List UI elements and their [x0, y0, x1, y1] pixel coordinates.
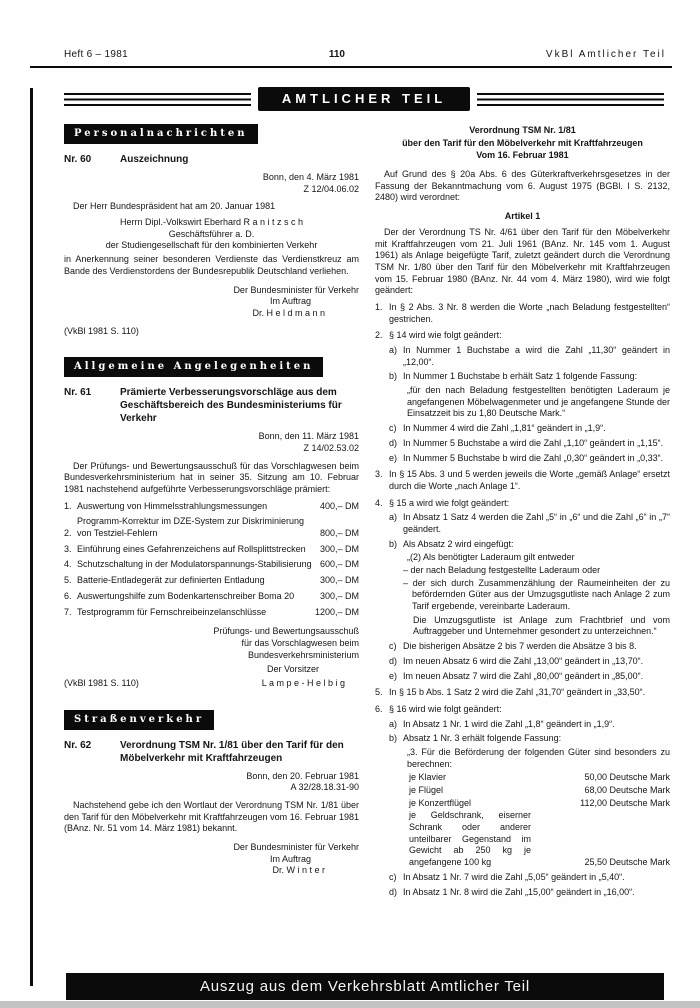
- legal-item: [375, 302, 670, 325]
- article-61-dateblock: [64, 431, 359, 454]
- prize-list: [64, 501, 359, 619]
- prize-row: [64, 575, 359, 587]
- article-61-intro: Der Prüfungs- und Bewertungsausschuß für das Vorschlagwesen beim Bundesverkehrsministerium hat in seiner 35. Sitzung am 10. Februar 1981 nachstehend aufgeführte Verbesserungsvorschläge prämiert:: [64, 460, 359, 494]
- legal-subitem: [389, 872, 670, 884]
- subitem-text: In Absatz 1 Nr. 7 wird die Zahl „5,05“ geändert in „5,40“.: [403, 871, 625, 882]
- subitem-text: Im neuen Absatz 7 wird die Zahl „80,00“ geändert in „85,00“.: [403, 670, 644, 681]
- item-text: In § 15 b Abs. 1 Satz 2 wird die Zahl „31,70“ geändert in „33,50“.: [389, 687, 646, 698]
- subitem-body: [403, 371, 670, 420]
- article-61-closing: [64, 626, 359, 689]
- subitem-text: Die bisherigen Absätze 2 bis 7 werden die Absätze 3 bis 8.: [403, 641, 637, 652]
- subitem-text: In Absatz 1 Nr. 1 wird die Zahl „1,8“ geändert in „1,9“.: [403, 718, 615, 729]
- binding-edge-line: [30, 88, 33, 986]
- legal-item: [375, 687, 670, 699]
- page-header: [64, 49, 666, 60]
- quoted-passage-close: Die Umzugsgutliste ist Anlage zum Frachtbrief und vom Auftraggeber und Unternehmer gesondert zu unterzeichnen.“: [413, 614, 670, 637]
- subitem-text: In Absatz 1 Satz 4 werden die Zahl „5“ in „6“ und die Zahl „6“ in „7“ geändert.: [403, 512, 670, 534]
- goods-row: [409, 785, 670, 797]
- article-61-source-ref: (VkBl 1981 S. 110): [64, 677, 139, 688]
- footer-banner: [66, 973, 664, 1000]
- article-62-header: [64, 739, 359, 765]
- legal-subitem: [389, 733, 670, 869]
- prize-description: Programm-Korrektur im DZE-System zur Diskriminierung von Testziel-Fehlern: [77, 516, 305, 539]
- prize-row: [64, 501, 359, 513]
- dash-list-entry: – der sich durch Zusammenzählung der Raumeinheiten der zu befördernden Güter aus der Umzugsgutliste nach Anlage 2 zum Tarif ergebende, vereinbarte Laderaum.: [403, 577, 670, 612]
- prize-amount: 800,– DM: [319, 528, 359, 539]
- section-strassenverkehr: [64, 710, 359, 878]
- article-62-dateblock: [64, 771, 359, 794]
- legal-subitem: [389, 453, 670, 465]
- goods-price: 50,00 Deutsche Mark: [584, 772, 670, 783]
- prize-number: 5.: [64, 575, 72, 586]
- file-reference: A 32/28.18.31-90: [290, 782, 359, 793]
- subitem-text: In Nummer 1 Buchstabe b erhält Satz 1 folgende Fassung:: [403, 371, 638, 382]
- item-text: In § 15 Abs. 3 und 5 werden jeweils die Worte „gemäß Anlage“ ersetzt durch die Worte „nach Anlage 1“.: [389, 469, 670, 491]
- prize-number: 3.: [64, 543, 72, 554]
- goods-price: 68,00 Deutsche Mark: [584, 785, 670, 795]
- place-date: Bonn, den 11. März 1981: [258, 431, 359, 442]
- prize-amount: 400,– DM: [319, 500, 359, 511]
- prize-number: 6.: [64, 590, 72, 601]
- place-date: Bonn, den 4. März 1981: [262, 172, 359, 182]
- legal-subitem: [389, 641, 670, 653]
- item-number: 5.: [375, 687, 383, 698]
- subitem-letter: d): [389, 437, 398, 448]
- prize-row: [64, 607, 359, 619]
- prize-row: [64, 516, 359, 539]
- article-60-header: [64, 153, 359, 166]
- item-body: [389, 498, 670, 683]
- signature-name: L a m p e - H e l b i g: [261, 677, 345, 688]
- ordinance-title-line1: Verordnung TSM Nr. 1/81: [469, 125, 576, 135]
- subitem-body: [403, 733, 670, 869]
- subitem-text: Im neuen Absatz 6 wird die Zahl „13,00“ geändert in „13,70“.: [403, 655, 644, 666]
- masthead-stripes-left: [64, 93, 251, 106]
- scan-edge-artifact: [0, 1001, 700, 1008]
- prize-row: [64, 591, 359, 603]
- signature-office: Der Bundesminister für Verkehr: [233, 284, 359, 295]
- ordinance-title-line3: Vom 16. Februar 1981: [476, 150, 569, 161]
- legal-subitem: [389, 539, 670, 639]
- subitem-letter: e): [389, 452, 398, 463]
- legal-subitem: [389, 656, 670, 668]
- quoted-passage: „für den nach Beladung festgestellten benötigten Laderaum je angefangenen Möbelwagenmeter und je angefangene Stunde der Einsatzzeit bis zu 1,80 Deutsche Mark.“: [407, 385, 670, 419]
- place-date: Bonn, den 20. Februar 1981: [246, 770, 359, 781]
- item-number: 4.: [375, 497, 383, 508]
- prize-row: [64, 544, 359, 556]
- subitem-text: In Nummer 5 Buchstabe a wird die Zahl „1,10“ geändert in „1,15“.: [403, 437, 664, 448]
- signature-org-line: Bundesverkehrsministerium: [247, 649, 359, 660]
- signature-im-auftrag: Im Auftrag: [269, 853, 311, 864]
- subitem-text: In Nummer 4 wird die Zahl „1,81“ geändert in „1,9“.: [403, 423, 606, 434]
- legal-subitem: [389, 345, 670, 368]
- artikel-heading: Artikel 1: [504, 211, 541, 222]
- goods-item: je Klavier: [409, 772, 447, 783]
- right-column: [375, 124, 670, 898]
- legal-subitem: [389, 671, 670, 683]
- prize-description: Auswertung von Himmelsstrahlungsmessungen: [77, 500, 268, 511]
- prize-amount: 300,– DM: [319, 590, 359, 601]
- legal-subitem: [389, 512, 670, 535]
- honoree-name: Herrn Dipl.-Volkswirt Eberhard R a n i t z s c h: [119, 217, 304, 228]
- item-number: 3.: [375, 469, 383, 480]
- prize-amount: 600,– DM: [319, 559, 359, 570]
- signature-office: Der Bundesminister für Verkehr: [233, 842, 359, 853]
- goods-item: je Flügel: [409, 785, 444, 795]
- artikel-intro: Der der Verordnung TS Nr. 4/61 über den Tarif für den Möbelverkehr mit Kraftfahrzeugen vom 21. Juli 1961 (BAnz. Nr. 145 vom 1. August 1961) als Anlage beigefügte Tarif, zuletzt geändert durch die Verordnung TSM Nr. 1/80 über den Tarif für den Möbelverkehr mit Kraftfahrzeugen vom 15. Februar 1980 (BAnz. Nr. 44 vom 4. März 1980), wird wie folgt geändert:: [375, 226, 670, 296]
- masthead-stripes-right: [477, 93, 664, 106]
- honoree-org: der Studiengesellschaft für den kombinierten Verkehr: [105, 240, 318, 251]
- article-61-signature: [213, 626, 359, 689]
- section-heading-personalnachrichten: Personalnachrichten: [64, 124, 258, 144]
- legal-subitem: [389, 371, 670, 420]
- left-column: [64, 124, 359, 898]
- honoree-role: Geschäftsführer a. D.: [168, 228, 255, 239]
- item-text: § 14 wird wie folgt geändert:: [389, 330, 502, 341]
- header-rule: [30, 66, 672, 68]
- section-personalnachrichten: [64, 124, 359, 337]
- file-reference: Z 14/02.53.02: [303, 442, 359, 453]
- issue-label: Heft 6 – 1981: [64, 49, 128, 60]
- article-title: Prämierte Verbesserungsvorschläge aus dem Geschäftsbereich des Bundesministeriums für Verkehr: [120, 387, 342, 425]
- subitem-letter: a): [389, 345, 398, 355]
- subitem-letter: c): [389, 871, 397, 882]
- masthead: [64, 87, 664, 111]
- signature-org-line: Prüfungs- und Bewertungsausschuß: [213, 626, 359, 637]
- ordinance-title-block: [375, 125, 670, 162]
- subitem-letter: a): [389, 512, 398, 523]
- prize-amount: 1200,– DM: [314, 606, 359, 617]
- prize-amount: 300,– DM: [319, 543, 359, 554]
- article-60-source-ref: (VkBl 1981 S. 110): [64, 325, 139, 336]
- subitem-letter: c): [389, 423, 397, 434]
- prize-description: Testprogramm für Fernschreibeinzelanschlüsse: [77, 606, 267, 617]
- legal-subitem: [389, 423, 670, 435]
- goods-item: je Geldschrank, eiserner Schrank oder anderer unteilbarer Gegenstand im Gewicht ab 250 kg je angefangene 100 kg: [409, 810, 531, 868]
- subitem-letter: c): [389, 641, 397, 652]
- prize-description: Einführung eines Gefahrenzeichens auf Rollsplittstrecken: [77, 543, 306, 554]
- subitem-letter: b): [389, 538, 398, 549]
- prize-description: Auswertungshilfe zum Bodenkartenschreiber Boma 20: [77, 590, 295, 601]
- prize-row: [64, 559, 359, 571]
- subitem-letter: e): [389, 670, 398, 681]
- footer-text: Auszug aus dem Verkehrsblatt Amtlicher Teil: [199, 978, 531, 995]
- section-heading-strassenverkehr: Straßenverkehr: [64, 710, 214, 730]
- item-body: [389, 704, 670, 898]
- subitem-text: In Nummer 5 Buchstabe b wird die Zahl „0,30“ geändert in „0,33“.: [403, 452, 664, 463]
- goods-row: [409, 810, 670, 868]
- signature-role: Der Vorsitzer: [266, 664, 319, 675]
- prize-amount: 300,– DM: [319, 575, 359, 586]
- item-number: 6.: [375, 703, 383, 714]
- goods-row: [409, 772, 670, 784]
- article-60-intro: Der Herr Bundespräsident hat am 20. Januar 1981: [73, 201, 276, 212]
- subitem-text: In Absatz 1 Nr. 8 wird die Zahl „15,00“ geändert in „16,00“.: [403, 886, 635, 897]
- subitem-letter: b): [389, 733, 398, 744]
- item-body: [389, 330, 670, 464]
- item-number: 1.: [375, 301, 383, 312]
- prize-number: 1.: [64, 500, 72, 511]
- article-60-body: in Anerkennung seiner besonderen Verdienste das Verdienstkreuz am Bande des Verdienstordens der Bundesrepublik Deutschland verliehen.: [64, 254, 359, 276]
- prize-number: 7.: [64, 606, 72, 617]
- subitem-text: Absatz 1 Nr. 3 erhält folgende Fassung:: [403, 733, 562, 744]
- goods-price-table: [409, 772, 670, 869]
- page-number: 110: [328, 49, 345, 60]
- subitem-letter: b): [389, 371, 398, 382]
- dash-list-entry: – der nach Beladung festgestellte Laderaum oder: [403, 565, 601, 575]
- subitem-letter: d): [389, 655, 398, 666]
- goods-item: je Konzertflügel: [409, 797, 472, 808]
- legal-subitem: [389, 438, 670, 450]
- legal-item: [375, 704, 670, 898]
- journal-title: VkBl Amtlicher Teil: [545, 49, 666, 60]
- ordinance-preamble: Auf Grund des § 20a Abs. 6 des Güterkraftverkehrsgesetzes in der Fassung der Bekanntmachung vom 6. August 1975 (BGBl. I S. 2132, 2480) wird verordnet:: [375, 169, 670, 203]
- prize-number: 4.: [64, 559, 72, 570]
- item-text: In § 2 Abs. 3 Nr. 8 werden die Worte „nach Beladung festgestellten“ gestrichen.: [389, 301, 670, 324]
- prize-description: Batterie-Entladegerät zur definierten Entladung: [77, 575, 265, 586]
- legal-item: [375, 498, 670, 683]
- signature-im-auftrag: Im Auftrag: [269, 296, 311, 307]
- article-title: Auszeichnung: [120, 154, 189, 165]
- quoted-passage-intro: „3. Für die Beförderung der folgenden Güter sind besonders zu berechnen:: [407, 746, 670, 769]
- subitem-body: [403, 539, 670, 639]
- article-number: Nr. 60: [64, 154, 92, 165]
- section-allgemeine-angelegenheiten: [64, 357, 359, 689]
- prize-number: 2.: [64, 528, 72, 539]
- item-number: 2.: [375, 330, 383, 341]
- signature-name: Dr. H e l d m a n n: [252, 307, 325, 318]
- goods-row: [409, 798, 670, 810]
- section-heading-allgemeine: Allgemeine Angelegenheiten: [64, 357, 323, 377]
- prize-description: Schutzschaltung in der Modulatorspannungs-Stabilisierung: [77, 559, 312, 570]
- legal-item: [375, 469, 670, 492]
- goods-price: 25,50 Deutsche Mark: [584, 857, 670, 868]
- subitem-text: In Nummer 1 Buchstabe a wird die Zahl „11,30“ geändert in „12,00“.: [403, 345, 670, 367]
- goods-price: 112,00 Deutsche Mark: [580, 797, 670, 808]
- subitem-text: Als Absatz 2 wird eingefügt:: [403, 538, 514, 549]
- content-columns: [64, 124, 670, 898]
- subitem-letter: a): [389, 718, 398, 729]
- item-text: § 15 a wird wie folgt geändert:: [389, 497, 510, 508]
- file-reference: Z 12/04.06.02: [303, 183, 359, 194]
- signature-name: Dr. W i n t e r: [272, 865, 325, 876]
- quoted-passage-intro: „(2) Als benötigter Laderaum gilt entweder: [407, 552, 575, 563]
- article-60-signature: [64, 285, 359, 320]
- item-text: § 16 wird wie folgt geändert:: [389, 703, 502, 714]
- legal-subitem: [389, 719, 670, 731]
- article-62-intro: Nachstehend gebe ich den Wortlaut der Verordnung TSM Nr. 1/81 über den Tarif für den Möbelverkehr mit Kraftfahrzeugen vom 16. Februar 1981 (BAnz. Nr. 51 vom 14. März 1981) bekannt.: [64, 800, 359, 834]
- legal-subitem: [389, 887, 670, 899]
- article-60-dateblock: [64, 172, 359, 195]
- article-number: Nr. 62: [64, 739, 92, 751]
- article-title: Verordnung TSM Nr. 1/81 über den Tarif für den Möbelverkehr mit Kraftfahrzeugen: [120, 739, 344, 764]
- article-number: Nr. 61: [64, 387, 92, 399]
- subitem-letter: d): [389, 886, 398, 897]
- masthead-title: AMTLICHER TEIL: [258, 87, 470, 111]
- signature-org-line: für das Vorschlagwesen beim: [241, 637, 359, 648]
- article-62-signature: [64, 842, 359, 877]
- article-61-header: [64, 386, 359, 425]
- ordinance-title-line2: über den Tarif für den Möbelverkehr mit Kraftfahrzeugen: [402, 137, 643, 148]
- legal-item: [375, 330, 670, 464]
